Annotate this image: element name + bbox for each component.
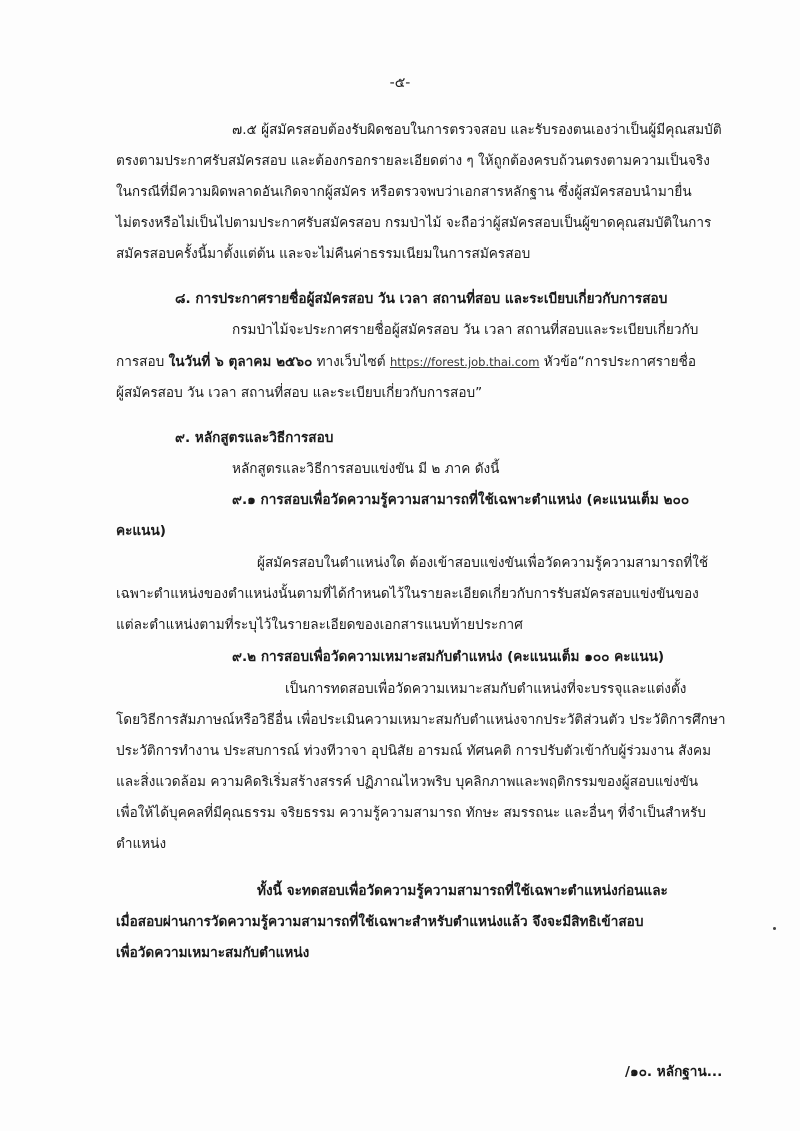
section-9-heading: ๙. หลักสูตรและวิธีการสอบ [175, 430, 334, 446]
section-9-line-1: หลักสูตรและวิธีการสอบแข่งขัน มี ๒ ภาค ดังนี้ [232, 461, 500, 477]
section-9-2-heading: ๙.๒ การสอบเพื่อวัดความเหมาะสมกับตำแหน่ง (คะแนนเต็ม ๑๐๐ คะแนน) [232, 649, 665, 665]
section-7-5-line-5: สมัครสอบครั้งนี้มาตั้งแต่ต้น และจะไม่คืนค่าธรรมเนียมในการสมัครสอบ [116, 246, 531, 262]
section-9-1-line-3: แต่ละตำแหน่งตามที่ระบุไว้ในรายละเอียดของเอกสารแนบท้ายประกาศ [116, 617, 523, 633]
section-8-line-2-end: หัวข้อ“การประกาศรายชื่อ [539, 354, 696, 370]
section-9-2-line-3: ประวัติการทำงาน ประสบการณ์ ท่วงทีวาจา อุปนิสัย อารมณ์ ทัศนคติ การปรับตัวเข้ากับผู้ร่วมงาน สังคม [116, 743, 712, 759]
continuation-footer: /๑๐. หลักฐาน... [625, 1064, 723, 1080]
note-line-2: เมื่อสอบผ่านการวัดความรู้ความสามารถที่ใช้เฉพาะสำหรับตำแหน่งแล้ว จึงจะมีสิทธิเข้าสอบ [116, 914, 644, 930]
section-8-line-1: กรมป่าไม้จะประกาศรายชื่อผู้สมัครสอบ วัน เวลา สถานที่สอบและระเบียบเกี่ยวกับ [232, 322, 699, 338]
section-7-5-line-1: ๗.๕ ผู้สมัครสอบต้องรับผิดชอบในการตรวจสอบ และรับรองตนเองว่าเป็นผู้มีคุณสมบัติ [232, 122, 722, 138]
note-line-1: ทั้งนี้ จะทดสอบเพื่อวัดความรู้ความสามารถที่ใช้เฉพาะตำแหน่งก่อนและ [257, 883, 668, 899]
note-line-3: เพื่อวัดความเหมาะสมกับตำแหน่ง [116, 945, 310, 961]
scan-speck [773, 927, 776, 930]
section-8-line-2-start: การสอบ [116, 354, 169, 370]
section-8-heading: ๘. การประกาศรายชื่อผู้สมัครสอบ วัน เวลา สถานที่สอบ และระเบียบเกี่ยวกับการสอบ [175, 291, 668, 307]
section-8-line-2-mid: ทางเว็บไซต์ [312, 354, 390, 370]
page-number: -๕- [389, 75, 411, 91]
section-7-5-line-2: ตรงตามประกาศรับสมัครสอบ และต้องกรอกรายละเอียดต่าง ๆ ให้ถูกต้องครบถ้วนตรงตามความเป็นจริง [116, 153, 710, 169]
section-8-line-3: ผู้สมัครสอบ วัน เวลา สถานที่สอบ และระเบียบเกี่ยวกับการสอบ” [116, 385, 483, 401]
announcement-date: ในวันที่ ๖ ตุลาคม ๒๕๖๐ [168, 354, 313, 370]
section-9-2-line-6: ตำแหน่ง [116, 836, 167, 852]
section-7-5-line-3: ในกรณีที่มีความผิดพลาดอันเกิดจากผู้สมัคร หรือตรวจพบว่าเอกสารหลักฐาน ซึ่งผู้สมัครสอบนำมายื่น [116, 184, 692, 200]
section-9-1-heading-line-1: ๙.๑ การสอบเพื่อวัดความรู้ความสามารถที่ใช้เฉพาะตำแหน่ง (คะแนนเต็ม ๒๐๐ [232, 492, 690, 508]
website-link[interactable]: https://forest.job.thai.com [389, 355, 540, 369]
section-9-2-line-5: เพื่อให้ได้บุคคลที่มีคุณธรรม จริยธรรม ความรู้ความสามารถ ทักษะ สมรรถนะ และอื่นๆ ที่จำเป็นสำหรับ [116, 805, 706, 821]
section-9-2-line-4: และสิ่งแวดล้อม ความคิดริเริ่มสร้างสรรค์ ปฏิภาณไหวพริบ บุคลิกภาพและพฤติกรรมของผู้สอบแข่งขัน [116, 774, 699, 790]
section-9-1-line-2: เฉพาะตำแหน่งของตำแหน่งนั้นตามที่ได้กำหนดไว้ในรายละเอียดเกี่ยวกับการรับสมัครสอบแข่งขันของ [116, 586, 699, 602]
section-9-2-line-1: เป็นการทดสอบเพื่อวัดความเหมาะสมกับตำแหน่งที่จะบรรจุและแต่งตั้ง [285, 681, 687, 697]
section-8-line-2 [116, 353, 696, 371]
section-9-1-line-1: ผู้สมัครสอบในตำแหน่งใด ต้องเข้าสอบแข่งขันเพื่อวัดความรู้ความสามารถที่ใช้ [257, 555, 709, 571]
section-9-2-line-2: โดยวิธีการสัมภาษณ์หรือวิธีอื่น เพื่อประเมินความเหมาะสมกับตำแหน่งจากประวัติส่วนตัว ประวัติการศึกษา [116, 712, 726, 728]
section-7-5-line-4: ไม่ตรงหรือไม่เป็นไปตามประกาศรับสมัครสอบ กรมป่าไม้ จะถือว่าผู้สมัครสอบเป็นผู้ขาดคุณสมบัติในการ [116, 215, 712, 231]
section-9-1-heading-line-2: คะแนน) [116, 523, 166, 539]
